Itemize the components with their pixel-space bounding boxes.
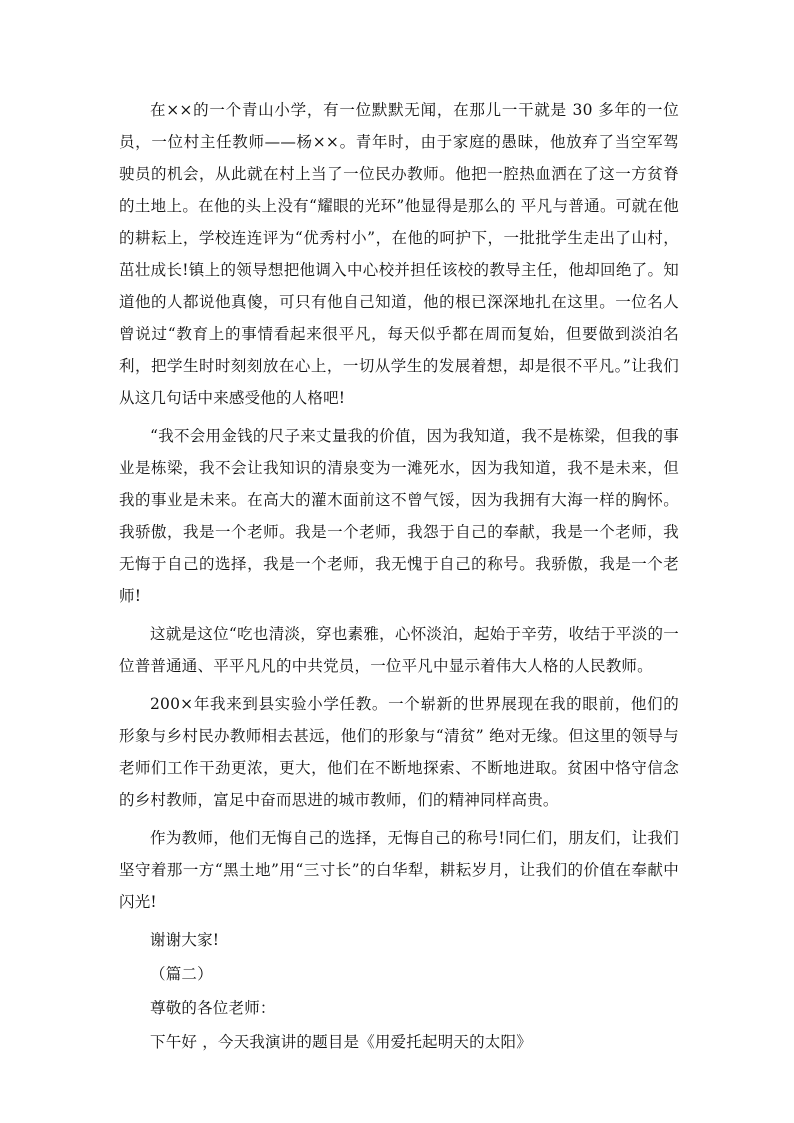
paragraph-teacher-story: 在××的一个青山小学，有一位默默无闻，在那儿一干就是 30 多年的一位员，一位村主任教师——杨××。青年时，由于家庭的愚昧，他放弃了当空军驾驶员的机会，从此就在村上当了一位民办教师。他把一腔热血洒在了这一方贫脊的土地上。在他的头上没有“耀眼的光环”他显得是那么的 平凡与普通。可就在他的耕耘上，学校连连评为“优秀村小”，在他的呵护下，一批批学生走出了山村，茁壮成长!镇上的领导想把他调入中心校并担任该校的教导主任，他却回绝了。知道他的人都说他真傻，可只有他自己知道，他的根已深深地扎在这里。一位名人曾说过“教育上的事情看起来很平凡，每天似乎都在周而复始，但要做到淡泊名利，把学生时时刻刻放在心上，一切从学生的发展着想，却是很不平凡。”让我们从这几句话中来感受他的人格吧! bbox=[119, 101, 679, 407]
paragraph-summary: 这就是这位“吃也清淡，穿也素雅，心怀淡泊，起始于辛劳，收结于平淡的一位普普通通、平平凡凡的中共党员，一位平凡中显示着伟大人格的人民教师。 bbox=[119, 625, 679, 675]
speech-title-line: 下午好 ，今天我演讲的题目是《用爱托起明天的太阳》 bbox=[150, 1033, 532, 1051]
paragraph-city-school: 200×年我来到县实验小学任教。一个崭新的世界展现在我的眼前，他们的形象与乡村民办教师相去甚远，他们的形象与“清贫” 绝对无缘。但这里的领导与老师们工作干劲更浓，更大，他们在不断地探索、不断地进取。贫困中恪守信念的乡村教师，富足中奋而思进的城市教师，们的精神同样高贵。 bbox=[119, 695, 679, 809]
paragraph-call-to-action: 作为教师，他们无悔自己的选择，无悔自己的称号!同仁们，朋友们，让我们坚守着那一方“黑土地”用“三寸长”的白华犁，耕耘岁月，让我们的价值在奉献中闪光! bbox=[119, 829, 679, 911]
salutation: 尊敬的各位老师： bbox=[150, 999, 276, 1017]
section-heading-part-two: （篇二） bbox=[150, 965, 213, 983]
closing-thanks: 谢谢大家! bbox=[150, 931, 220, 949]
paragraph-teacher-quote: “我不会用金钱的尺子来丈量我的价值，因为我知道，我不是栋梁，但我的事业是栋梁，我不会让我知识的清泉变为一滩死水，因为我知道，我不是未来，但我的事业是未来。在高大的灌木面前这不曾气馁，因为我拥有大海一样的胸怀。我骄傲，我是一个老师。我是一个老师，我怨于自己的奉献，我是一个老师，我无悔于自己的选择，我是一个老师，我无愧于自己的称号。我骄傲，我是一个老师! bbox=[119, 427, 679, 605]
document-body bbox=[119, 94, 679, 1058]
